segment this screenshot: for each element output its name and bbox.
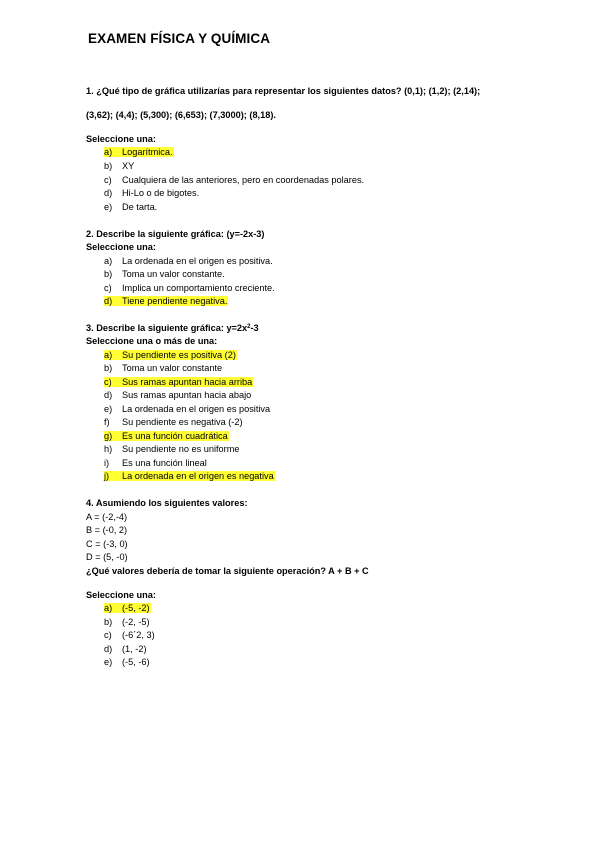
option-letter: a)	[104, 256, 113, 266]
q3-option-j[interactable]	[104, 471, 275, 483]
q3-text: Describe la siguiente gráfica: y=2x	[96, 323, 248, 333]
q4-text-line	[86, 498, 248, 508]
q1-text-line2: (3,62); (4,4); (5,300); (6,653); (7,3000); (8,18).	[86, 110, 276, 120]
option-letter: h)	[104, 444, 113, 454]
q4-option-d[interactable]	[104, 644, 147, 656]
q3-option-a[interactable]	[104, 350, 237, 362]
q3-text-after: -3	[250, 323, 259, 333]
q3-option-b[interactable]	[104, 363, 222, 375]
option-text: Toma un valor constante	[122, 363, 223, 373]
q1-option-c[interactable]	[104, 175, 364, 187]
option-letter: e)	[104, 404, 113, 414]
option-letter: d)	[104, 390, 113, 400]
option-letter: j)	[104, 471, 110, 481]
option-text: (-6´2, 3)	[122, 630, 155, 640]
option-text: La ordenada en el origen es positiva	[122, 404, 271, 414]
q4-option-e[interactable]	[104, 657, 150, 669]
option-letter: f)	[104, 417, 110, 427]
option-letter: e)	[104, 202, 113, 212]
q1-option-d[interactable]	[104, 188, 199, 200]
option-text: Implica un comportamiento creciente.	[122, 283, 275, 293]
option-text: Sus ramas apuntan hacia arriba	[122, 377, 253, 387]
option-letter: g)	[104, 431, 113, 441]
q3-option-f[interactable]	[104, 417, 243, 429]
option-letter: a)	[104, 147, 113, 157]
option-text: Toma un valor constante.	[122, 269, 225, 279]
q3-superscript: 2	[247, 324, 251, 330]
q3-option-c[interactable]	[104, 377, 253, 389]
option-text: (-5, -2)	[122, 603, 150, 613]
q3-number: 3.	[86, 323, 94, 333]
q4-option-a[interactable]	[104, 603, 151, 615]
option-text: Su pendiente no es uniforme	[122, 444, 240, 454]
q4-text: Asumiendo los siguientes valores:	[95, 498, 248, 508]
q2-text: Describe la siguiente gráfica: (y=-2x-3)	[96, 229, 265, 239]
option-text: De tarta.	[122, 202, 158, 212]
option-letter: c)	[104, 175, 112, 185]
q3-option-d[interactable]	[104, 390, 251, 402]
q2-text-line	[86, 229, 264, 239]
option-text: XY	[122, 161, 135, 171]
option-letter: b)	[104, 269, 113, 279]
option-letter: d)	[104, 188, 113, 198]
q3-option-h[interactable]	[104, 444, 239, 456]
option-letter: b)	[104, 161, 113, 171]
page-title: EXAMEN FÍSICA Y QUÍMICA	[88, 31, 271, 46]
option-letter: c)	[104, 377, 112, 387]
q1-prompt: Seleccione una:	[86, 134, 156, 144]
q3-option-e[interactable]	[104, 404, 270, 416]
q4-value-c: C = (-3, 0)	[86, 539, 128, 549]
q1-text: ¿Qué tipo de gráfica utilizarías para representar los siguientes datos? (0,1); (1,2); (2,14);	[96, 86, 481, 96]
option-letter: a)	[104, 350, 113, 360]
q2-option-b[interactable]	[104, 269, 225, 281]
q3-option-i[interactable]	[104, 458, 207, 470]
option-text: (-5, -6)	[122, 657, 150, 667]
q2-option-a[interactable]	[104, 256, 273, 268]
q2-option-c[interactable]	[104, 283, 275, 295]
q4-value-d: D = (5, -0)	[86, 552, 128, 562]
q3-text-line	[86, 323, 259, 333]
q4-value-b: B = (-0, 2)	[86, 525, 128, 535]
q3-prompt: Seleccione una o más de una:	[86, 336, 218, 346]
q4-option-b[interactable]	[104, 617, 150, 629]
option-letter: d)	[104, 296, 113, 306]
q3-option-g[interactable]	[104, 431, 229, 443]
option-letter: b)	[104, 617, 113, 627]
q2-prompt: Seleccione una:	[86, 242, 156, 252]
q1-option-e[interactable]	[104, 202, 157, 214]
option-text: Hi-Lo o de bigotes.	[122, 188, 200, 198]
option-text: Es una función lineal	[122, 458, 207, 468]
option-text: Sus ramas apuntan hacia abajo	[122, 390, 252, 400]
option-text: Su pendiente es negativa (-2)	[122, 417, 243, 427]
q1-option-a[interactable]	[104, 147, 174, 159]
option-text: Su pendiente es positiva (2)	[122, 350, 236, 360]
option-letter: i)	[104, 458, 110, 468]
option-text: Es una función cuadrática	[122, 431, 228, 441]
option-letter: c)	[104, 630, 112, 640]
option-letter: d)	[104, 644, 113, 654]
option-text: Tiene pendiente negativa.	[122, 296, 228, 306]
q2-option-d[interactable]	[104, 296, 228, 308]
q4-option-c[interactable]	[104, 630, 155, 642]
q1-option-b[interactable]	[104, 161, 134, 173]
q4-number: 4.	[86, 498, 94, 508]
option-text: Logarítmica.	[122, 147, 173, 157]
q4-prompt: Seleccione una:	[86, 590, 156, 600]
option-text: Cualquiera de las anteriores, pero en coordenadas polares.	[122, 175, 365, 185]
option-text: (1, -2)	[122, 644, 147, 654]
q1-number: 1.	[86, 86, 94, 96]
q4-value-a: A = (-2,-4)	[86, 512, 128, 522]
q1-text-line1	[86, 86, 480, 96]
option-letter: b)	[104, 363, 113, 373]
option-text: La ordenada en el origen es positiva.	[122, 256, 273, 266]
q4-question: ¿Qué valores debería de tomar la siguiente operación? A + B + C	[86, 566, 369, 576]
option-text: La ordenada en el origen es negativa	[122, 471, 274, 481]
option-letter: e)	[104, 657, 113, 667]
q2-number: 2.	[86, 229, 94, 239]
option-letter: c)	[104, 283, 112, 293]
option-letter: a)	[104, 603, 113, 613]
option-text: (-2, -5)	[122, 617, 150, 627]
